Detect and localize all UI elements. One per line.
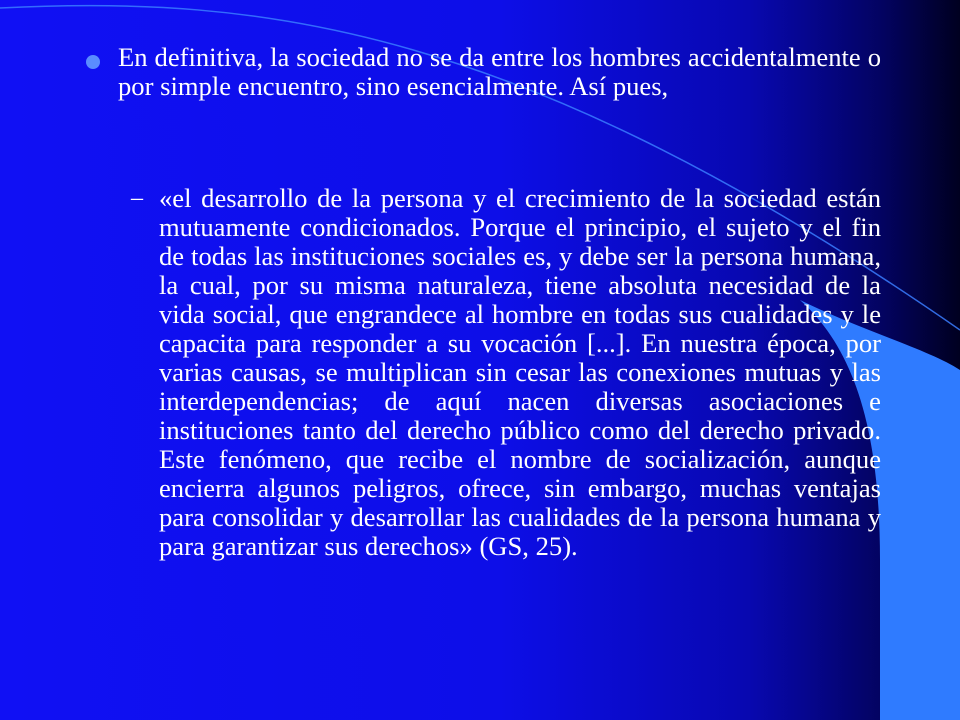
bullet-text: En definitiva, la sociedad no se da entre los hombres accidentalmente o por simple encuentro, sino esencialmente. Así pues, <box>118 42 881 101</box>
sub-bullet-dash-icon: – <box>131 185 143 211</box>
bullet-paragraph <box>118 43 881 101</box>
bullet-icon <box>86 55 100 69</box>
quote-text: «el desarrollo de la persona y el crecimiento de la sociedad están mutuamente condicionados. Porque el principio, el sujeto y el fin de todas las instituciones sociales es, y debe ser la persona humana, la cual, por su misma naturaleza, tiene absoluta necesidad de la vida social, que engrandece al hombre en todas sus cualidades y le capacita para responder a su vocación [...]. En nuestra época, por varias causas, se multiplican sin cesar las conexiones mutuas y las interdependencias; de aquí nacen diversas asociaciones e instituciones tanto del derecho público como del derecho privado. Este fenómeno, que recibe el nombre de socialización, aunque encierra algunos peligros, ofrece, sin embargo, muchas ventajas para consolidar y desarrollar las cualidades de la persona humana y para garantizar sus derechos» (GS, 25). <box>159 183 881 561</box>
quote-paragraph <box>159 184 881 561</box>
